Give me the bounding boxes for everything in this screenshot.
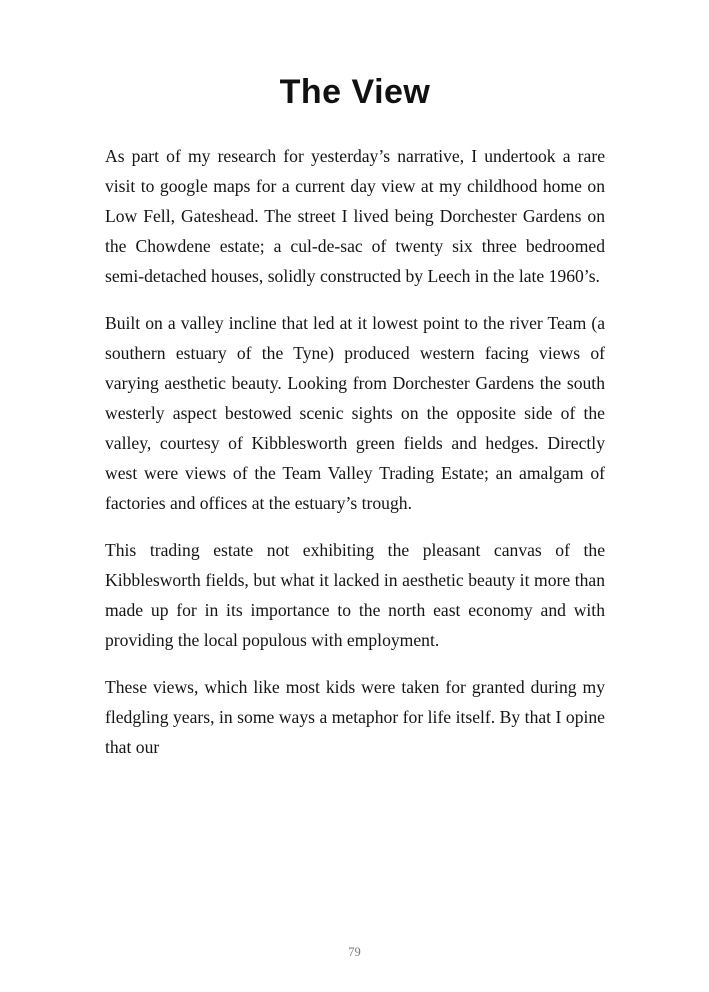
paragraph-2: Built on a valley incline that led at it lowest point to the river Team (a southern estuary of the Tyne) produced western facing views of varying aesthetic beauty. Looking from Dorchester Gardens the south westerly aspect bestowed scenic sights on the opposite side of the valley, courtesy of Kibblesworth green fields and hedges. Directly west were views of the Team Valley Trading Estate; an amalgam of factories and offices at the estuary’s trough. [105, 312, 605, 513]
body-text [105, 141, 605, 762]
paragraph-1: As part of my research for yesterday’s narrative, I undertook a rare visit to google maps for a current day view at my childhood home on Low Fell, Gateshead. The street I lived being Dorchester Gardens on the Chowdene estate; a cul-de-sac of twenty six three bedroomed semi-detached houses, solidly constructed by Leech in the late 1960’s. [105, 145, 605, 286]
page-title: The View [279, 73, 431, 111]
paragraph-4: These views, which like most kids were taken for granted during my fledgling years, in some ways a metaphor for life itself. By that I opine that our [105, 676, 605, 757]
text-column [105, 72, 605, 762]
paragraph-3: This trading estate not exhibiting the pleasant canvas of the Kibblesworth fields, but what it lacked in aesthetic beauty it more than made up for in its importance to the north east economy and with providing the local populous with employment. [105, 539, 605, 650]
page-number: 79 [348, 945, 361, 959]
